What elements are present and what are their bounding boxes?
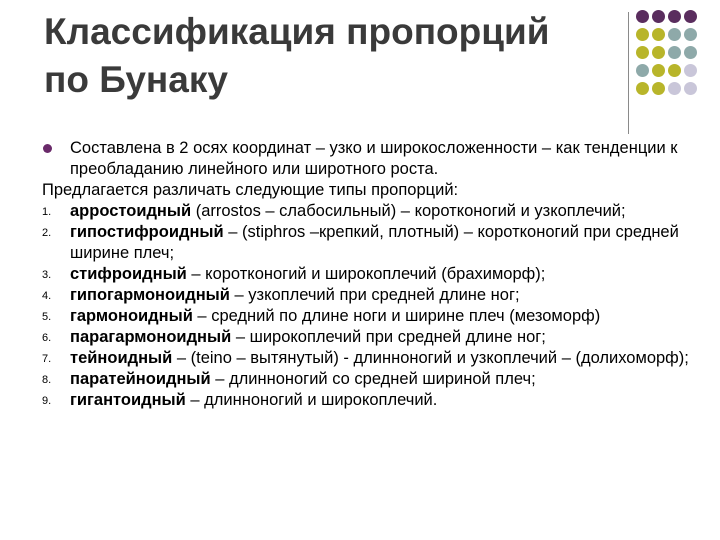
decorative-dot — [636, 28, 649, 41]
list-item — [42, 348, 704, 369]
list-item — [42, 369, 704, 390]
list-item — [42, 306, 704, 327]
list-item-number: 1. — [42, 206, 52, 218]
decorative-dot — [684, 82, 697, 95]
decorative-dot — [684, 10, 697, 23]
list-item-description: – узкоплечий при средней длине ног; — [229, 286, 520, 304]
decorative-dot — [636, 10, 649, 23]
title-line-2: по Бунаку — [44, 59, 228, 100]
list-item — [42, 390, 704, 411]
list-item — [42, 222, 704, 264]
list-item-description: – средний по длине ноги и ширине плеч (мезоморф) — [192, 307, 601, 325]
list-item-term: гипогармоноидный — [70, 286, 230, 304]
list-item-number: 8. — [42, 374, 52, 386]
list-item — [42, 201, 704, 222]
decorative-dot — [652, 28, 665, 41]
decorative-dot — [668, 46, 681, 59]
slide-content — [42, 138, 704, 411]
list-item-description: – коротконогий и широкоплечий (брахиморф); — [186, 265, 546, 283]
list-item-description: – (stiphros –крепкий, плотный) – коротконогий при средней ширине плеч; — [70, 223, 679, 262]
list-item-term: гармоноидный — [70, 307, 193, 325]
list-item-term: тейноидный — [70, 349, 173, 367]
slide-title — [44, 8, 604, 104]
list-item-number: 4. — [42, 290, 52, 302]
decorative-vertical-line — [628, 12, 629, 134]
decorative-dot — [684, 64, 697, 77]
list-item-term: арростоидный — [70, 202, 192, 220]
decorative-dot — [668, 64, 681, 77]
list-item-description: – широкоплечий при средней длине ног; — [231, 328, 546, 346]
decorative-dot — [636, 46, 649, 59]
bullet-dot-icon — [43, 144, 52, 153]
list-item-number: 9. — [42, 395, 52, 407]
decorative-dot — [684, 46, 697, 59]
list-item-term: парагармоноидный — [70, 328, 232, 346]
decorative-dot — [652, 46, 665, 59]
list-item-term: гипостифроидный — [70, 223, 224, 241]
decorative-dot — [636, 82, 649, 95]
decorative-dot — [652, 82, 665, 95]
bullet-text: Составлена в 2 осях координат – узко и широкосложенности – как тенденции к преобладанию линейного или широтного роста. — [70, 139, 678, 178]
list-item-description: – (teino – вытянутый) - длинноногий и узкоплечий – (долихоморф); — [172, 349, 689, 367]
decorative-dot — [652, 10, 665, 23]
list-item-term: стифроидный — [70, 265, 187, 283]
decorative-dot — [636, 64, 649, 77]
list-item-description: – длинноногий и широкоплечий. — [185, 391, 438, 409]
list-item-number: 2. — [42, 227, 52, 239]
list-item-term: паратейноидный — [70, 370, 211, 388]
decorative-dot — [652, 64, 665, 77]
title-line-1: Классификация пропорций — [44, 11, 550, 52]
proportion-types-list — [42, 201, 704, 411]
list-item — [42, 264, 704, 285]
list-item-number: 5. — [42, 311, 52, 323]
list-item-number: 6. — [42, 332, 52, 344]
list-item-term: гигантоидный — [70, 391, 186, 409]
list-item-description: – длинноногий со средней шириной плеч; — [210, 370, 536, 388]
decorative-dot-grid — [636, 10, 716, 110]
decorative-dot — [668, 10, 681, 23]
intro-text: Предлагается различать следующие типы пропорций: — [42, 181, 459, 199]
list-item — [42, 285, 704, 306]
list-item-description: (arrostos – слабосильный) – коротконогий и узкоплечий; — [191, 202, 626, 220]
list-item-number: 3. — [42, 269, 52, 281]
list-item — [42, 327, 704, 348]
decorative-dot — [684, 28, 697, 41]
list-item-number: 7. — [42, 353, 52, 365]
decorative-dot — [668, 82, 681, 95]
bullet-paragraph — [42, 138, 704, 180]
decorative-dot — [668, 28, 681, 41]
